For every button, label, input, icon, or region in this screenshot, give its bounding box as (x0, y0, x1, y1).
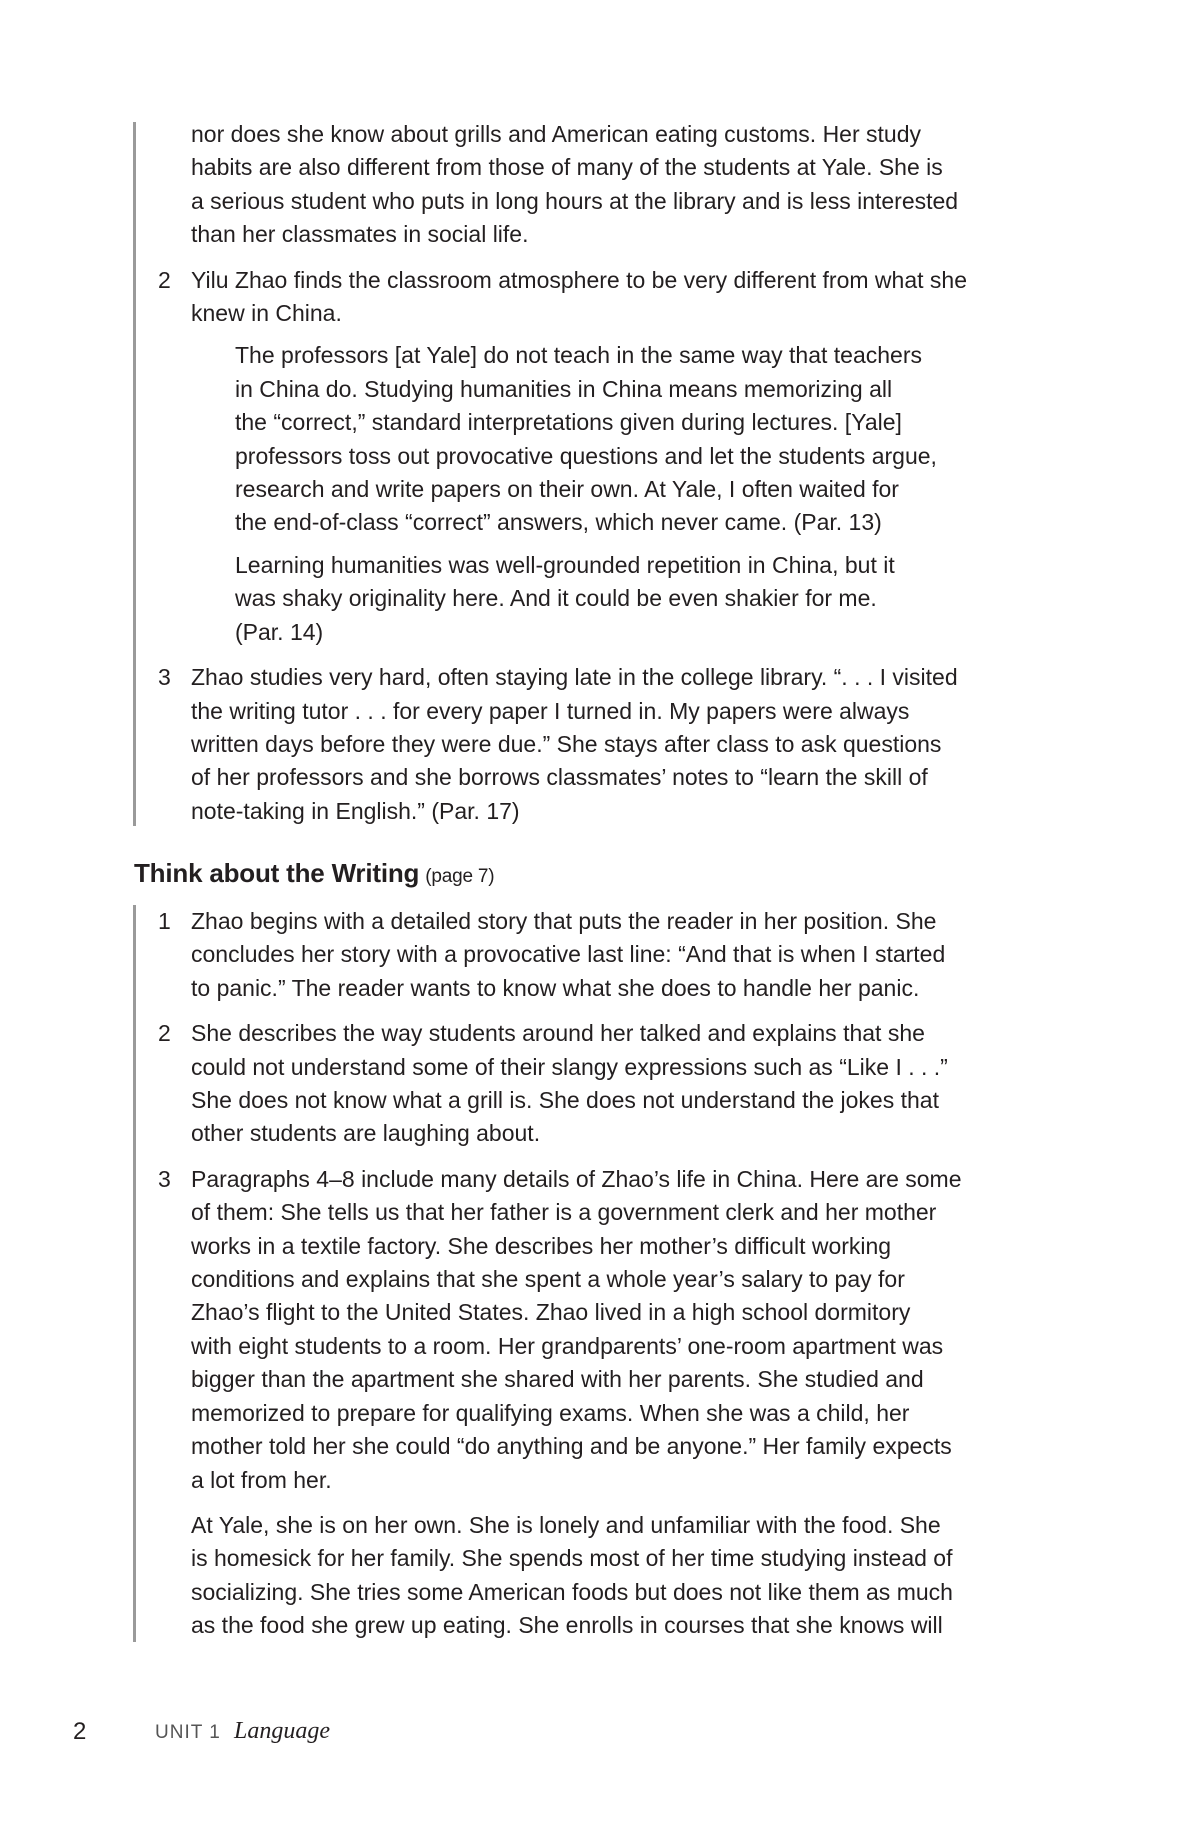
text-line: a lot from her. (191, 1466, 332, 1493)
unit-title: Language (234, 1718, 330, 1744)
item-number: 1 (158, 908, 171, 934)
item-number: 2 (158, 1020, 171, 1047)
left-margin-rule-bottom (133, 905, 136, 1642)
text-line: Zhao begins with a detailed story that puts the reader in her position. She (191, 908, 937, 934)
text-line: as the food she grew up eating. She enrolls in courses that she knows will (191, 1612, 943, 1639)
text-line: was shaky originality here. And it could be even shakier for me. (235, 585, 877, 612)
text-line: At Yale, she is on her own. She is lonely and unfamiliar with the food. She (191, 1511, 941, 1538)
text-line: the “correct,” standard interpretations given during lectures. [Yale] (235, 409, 902, 436)
list-item-3 (158, 661, 1058, 828)
page-number: 2 (73, 1718, 87, 1745)
writing-item-1 (158, 905, 1058, 1005)
text-line: note-taking in English.” (Par. 17) (191, 797, 520, 824)
text-line: bigger than the apartment she shared with her parents. She studied and (191, 1366, 924, 1393)
text-line: mother told her she could “do anything and be anyone.” Her family expects (191, 1433, 952, 1460)
text-line: of her professors and she borrows classmates’ notes to “learn the skill of (191, 764, 928, 791)
text-line: a serious student who puts in long hours at the library and is less interested (191, 187, 959, 214)
writing-item-3 (158, 1163, 1058, 1497)
section-heading (134, 858, 494, 889)
text-line: the writing tutor . . . for every paper I turned in. My papers were always (191, 697, 910, 724)
unit-label: UNIT 1 (155, 1722, 221, 1743)
text-line: The professors [at Yale] do not teach in the same way that teachers (235, 342, 922, 369)
text-line: could not understand some of their slangy expressions such as “Like I . . .” (191, 1053, 948, 1080)
section-title: Think about the Writing (134, 858, 420, 888)
text-line: Learning humanities was well-grounded repetition in China, but it (235, 551, 895, 578)
item-number: 3 (158, 1165, 171, 1192)
block-quote-2 (235, 549, 995, 649)
text-line: is homesick for her family. She spends most of her time studying instead of (191, 1545, 953, 1572)
text-line: She does not know what a grill is. She does not understand the jokes that (191, 1087, 939, 1114)
text-line: She describes the way students around her talked and explains that she (191, 1020, 925, 1047)
writing-item-2 (158, 1017, 1058, 1151)
item-number: 2 (158, 266, 171, 293)
text-line: memorized to prepare for qualifying exams. When she was a child, her (191, 1399, 910, 1426)
text-line: in China do. Studying humanities in China means memorizing all (235, 375, 893, 402)
text-line: nor does she know about grills and American eating customs. Her study (191, 121, 921, 147)
text-line: the end-of-class “correct” answers, which never came. (Par. 13) (235, 509, 882, 536)
text-line: concludes her story with a provocative last line: “And that is when I started (191, 941, 946, 968)
text-line: Yilu Zhao finds the classroom atmosphere to be very different from what she (191, 266, 967, 293)
text-line: (Par. 14) (235, 618, 324, 645)
top-section (158, 118, 1058, 828)
bottom-section (158, 905, 1058, 1643)
section-page-ref: (page 7) (425, 866, 495, 887)
text-line: knew in China. (191, 300, 342, 327)
text-line: other students are laughing about. (191, 1120, 541, 1147)
list-item-2 (158, 264, 1058, 331)
text-line: professors toss out provocative questions and let the students argue, (235, 442, 937, 469)
left-margin-rule-top (133, 122, 136, 826)
text-line: written days before they were due.” She stays after class to ask questions (191, 730, 942, 757)
text-line: habits are also different from those of many of the students at Yale. She is (191, 154, 943, 181)
intro-paragraph (158, 118, 1058, 252)
block-quote-1 (235, 339, 995, 539)
text-line: research and write papers on their own. At Yale, I often waited for (235, 476, 899, 503)
text-line: with eight students to a room. Her grandparents’ one-room apartment was (191, 1332, 944, 1359)
text-line: Zhao’s flight to the United States. Zhao lived in a high school dormitory (191, 1299, 911, 1326)
text-line: Paragraphs 4–8 include many details of Zhao’s life in China. Here are some (191, 1165, 962, 1192)
text-line: to panic.” The reader wants to know what she does to handle her panic. (191, 974, 920, 1001)
text-line: Zhao studies very hard, often staying late in the college library. “. . . I visited (191, 664, 958, 691)
text-line: than her classmates in social life. (191, 221, 529, 248)
text-line: conditions and explains that she spent a whole year’s salary to pay for (191, 1266, 905, 1293)
text-line: of them: She tells us that her father is a government clerk and her mother (191, 1199, 937, 1226)
continuation-paragraph (158, 1509, 1058, 1643)
text-line: works in a textile factory. She describes her mother’s difficult working (191, 1232, 892, 1259)
item-number: 3 (158, 664, 171, 691)
text-line: socializing. She tries some American foods but does not like them as much (191, 1578, 953, 1605)
